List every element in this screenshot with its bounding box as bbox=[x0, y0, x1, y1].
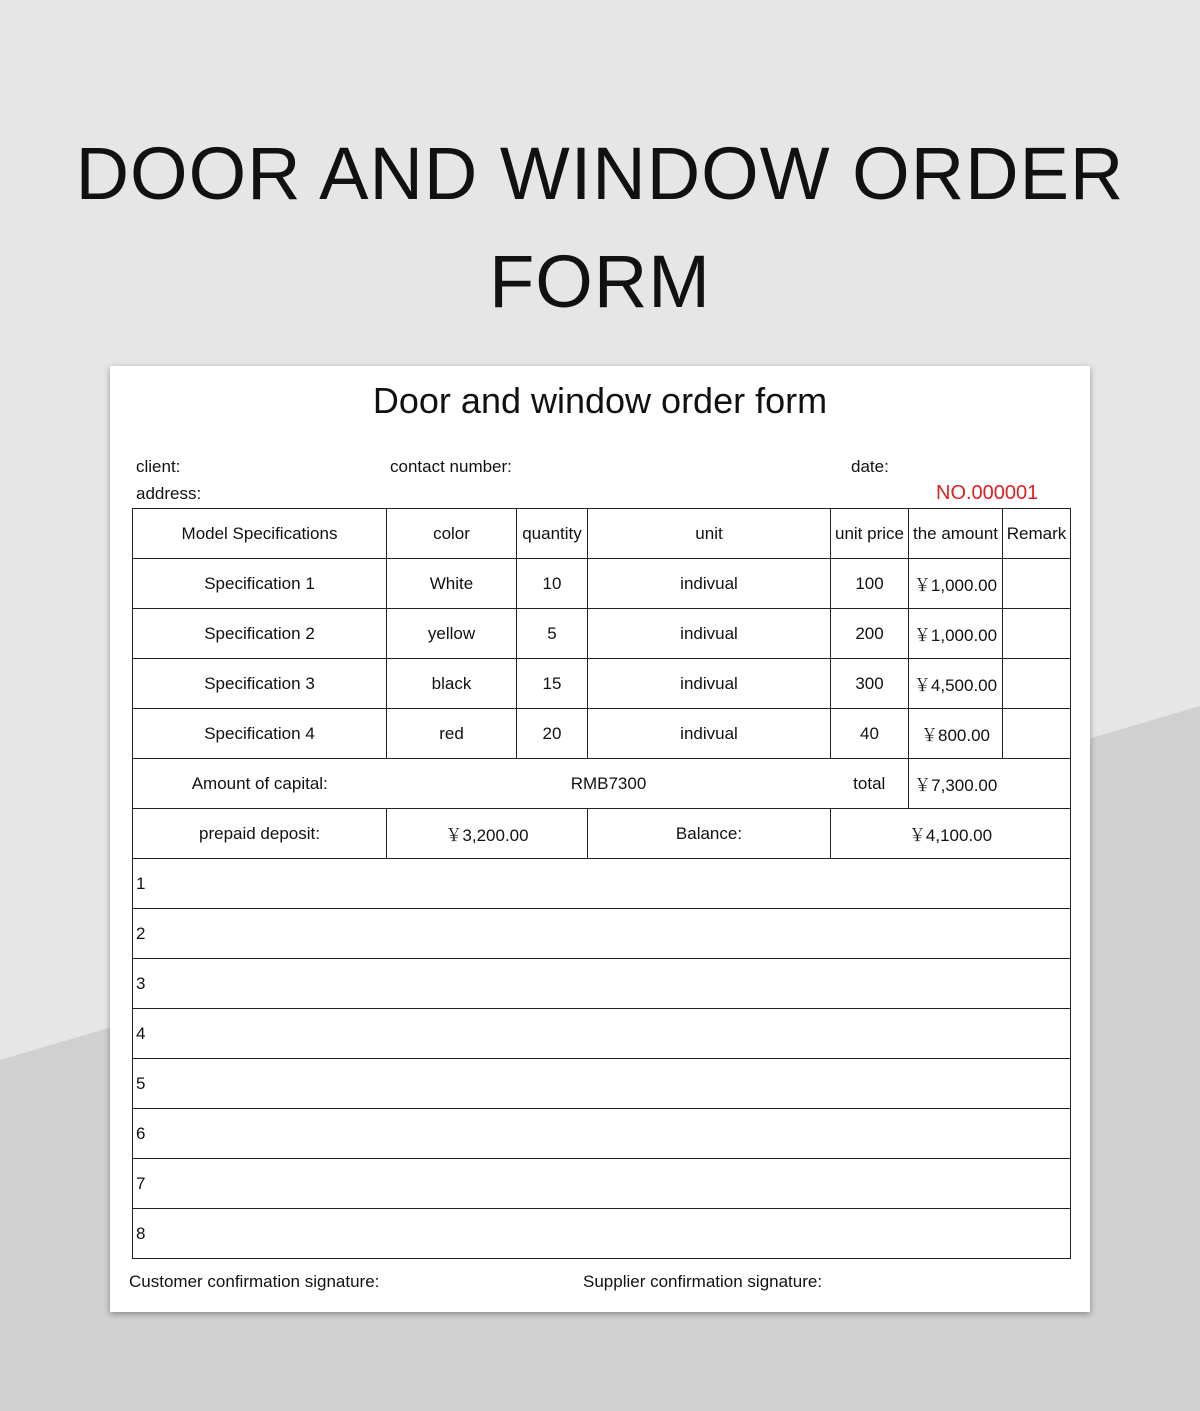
cell-model[interactable]: Specification 1 bbox=[133, 559, 387, 609]
cell-color[interactable]: White bbox=[387, 559, 517, 609]
cell-model[interactable]: Specification 2 bbox=[133, 609, 387, 659]
address-label: address: bbox=[136, 484, 202, 503]
header-unit: unit bbox=[588, 509, 831, 559]
cell-model[interactable]: Specification 3 bbox=[133, 659, 387, 709]
note-row bbox=[133, 1159, 1071, 1209]
header-quantity: quantity bbox=[517, 509, 588, 559]
note-line[interactable]: 1 bbox=[133, 859, 1071, 909]
note-row bbox=[133, 959, 1071, 1009]
cell-quantity[interactable]: 15 bbox=[517, 659, 588, 709]
note-row bbox=[133, 1109, 1071, 1159]
header-amount: the amount bbox=[909, 509, 1003, 559]
deposit-row bbox=[133, 809, 1071, 859]
balance-label: Balance: bbox=[588, 809, 831, 859]
note-row bbox=[133, 909, 1071, 959]
order-form-sheet bbox=[110, 366, 1090, 1312]
header-remark: Remark bbox=[1003, 509, 1071, 559]
header-unit-price: unit price bbox=[831, 509, 909, 559]
table-row bbox=[133, 659, 1071, 709]
cell-remark[interactable] bbox=[1003, 709, 1071, 759]
header-color: color bbox=[387, 509, 517, 559]
capital-label: Amount of capital: bbox=[133, 759, 387, 809]
cell-model[interactable]: Specification 4 bbox=[133, 709, 387, 759]
cell-unit[interactable]: indivual bbox=[588, 609, 831, 659]
cell-unit-price[interactable]: 40 bbox=[831, 709, 909, 759]
table-row bbox=[133, 609, 1071, 659]
form-title: Door and window order form bbox=[372, 380, 828, 421]
capital-row bbox=[133, 759, 1071, 809]
cell-color[interactable]: yellow bbox=[387, 609, 517, 659]
cell-quantity[interactable]: 5 bbox=[517, 609, 588, 659]
contact-number-label: contact number: bbox=[390, 457, 512, 476]
cell-remark[interactable] bbox=[1003, 609, 1071, 659]
cell-unit[interactable]: indivual bbox=[588, 709, 831, 759]
cell-quantity[interactable]: 20 bbox=[517, 709, 588, 759]
cell-remark[interactable] bbox=[1003, 559, 1071, 609]
total-value[interactable]: ￥7,300.00 bbox=[909, 759, 1003, 809]
total-label: total bbox=[853, 773, 886, 793]
cell-unit-price[interactable]: 200 bbox=[831, 609, 909, 659]
page-title: DOOR AND WINDOW ORDER FORM bbox=[75, 132, 1125, 323]
note-line[interactable]: 2 bbox=[133, 909, 1071, 959]
note-row bbox=[133, 1059, 1071, 1109]
table-row bbox=[133, 709, 1071, 759]
capital-amount-text: RMB7300 bbox=[570, 773, 647, 793]
cell-amount[interactable]: ￥800.00 bbox=[909, 709, 1003, 759]
total-remark bbox=[1003, 759, 1071, 809]
cell-amount[interactable]: ￥1,000.00 bbox=[909, 609, 1003, 659]
supplier-signature-label: Supplier confirmation signature: bbox=[583, 1272, 823, 1291]
note-line[interactable]: 5 bbox=[133, 1059, 1071, 1109]
date-label: date: bbox=[851, 457, 889, 476]
note-row bbox=[133, 1209, 1071, 1259]
cell-unit-price[interactable]: 100 bbox=[831, 559, 909, 609]
note-line[interactable]: 8 bbox=[133, 1209, 1071, 1259]
header-model: Model Specifications bbox=[133, 509, 387, 559]
cell-quantity[interactable]: 10 bbox=[517, 559, 588, 609]
note-row bbox=[133, 1009, 1071, 1059]
note-line[interactable]: 3 bbox=[133, 959, 1071, 1009]
note-line[interactable]: 6 bbox=[133, 1109, 1071, 1159]
deposit-value[interactable]: ￥3,200.00 bbox=[387, 809, 588, 859]
cell-color[interactable]: black bbox=[387, 659, 517, 709]
balance-value[interactable]: ￥4,100.00 bbox=[831, 809, 1071, 859]
note-line[interactable]: 4 bbox=[133, 1009, 1071, 1059]
cell-amount[interactable]: ￥4,500.00 bbox=[909, 659, 1003, 709]
deposit-label: prepaid deposit: bbox=[133, 809, 387, 859]
note-row bbox=[133, 859, 1071, 909]
cell-color[interactable]: red bbox=[387, 709, 517, 759]
order-table bbox=[132, 508, 1071, 1259]
cell-amount[interactable]: ￥1,000.00 bbox=[909, 559, 1003, 609]
customer-signature-label: Customer confirmation signature: bbox=[129, 1272, 380, 1291]
cell-unit-price[interactable]: 300 bbox=[831, 659, 909, 709]
cell-unit[interactable]: indivual bbox=[588, 559, 831, 609]
order-number: NO.000001 bbox=[936, 482, 1039, 504]
table-row bbox=[133, 559, 1071, 609]
client-label: client: bbox=[136, 457, 181, 476]
table-header-row bbox=[133, 509, 1071, 559]
capital-value[interactable] bbox=[387, 759, 909, 809]
cell-unit[interactable]: indivual bbox=[588, 659, 831, 709]
note-line[interactable]: 7 bbox=[133, 1159, 1071, 1209]
cell-remark[interactable] bbox=[1003, 659, 1071, 709]
